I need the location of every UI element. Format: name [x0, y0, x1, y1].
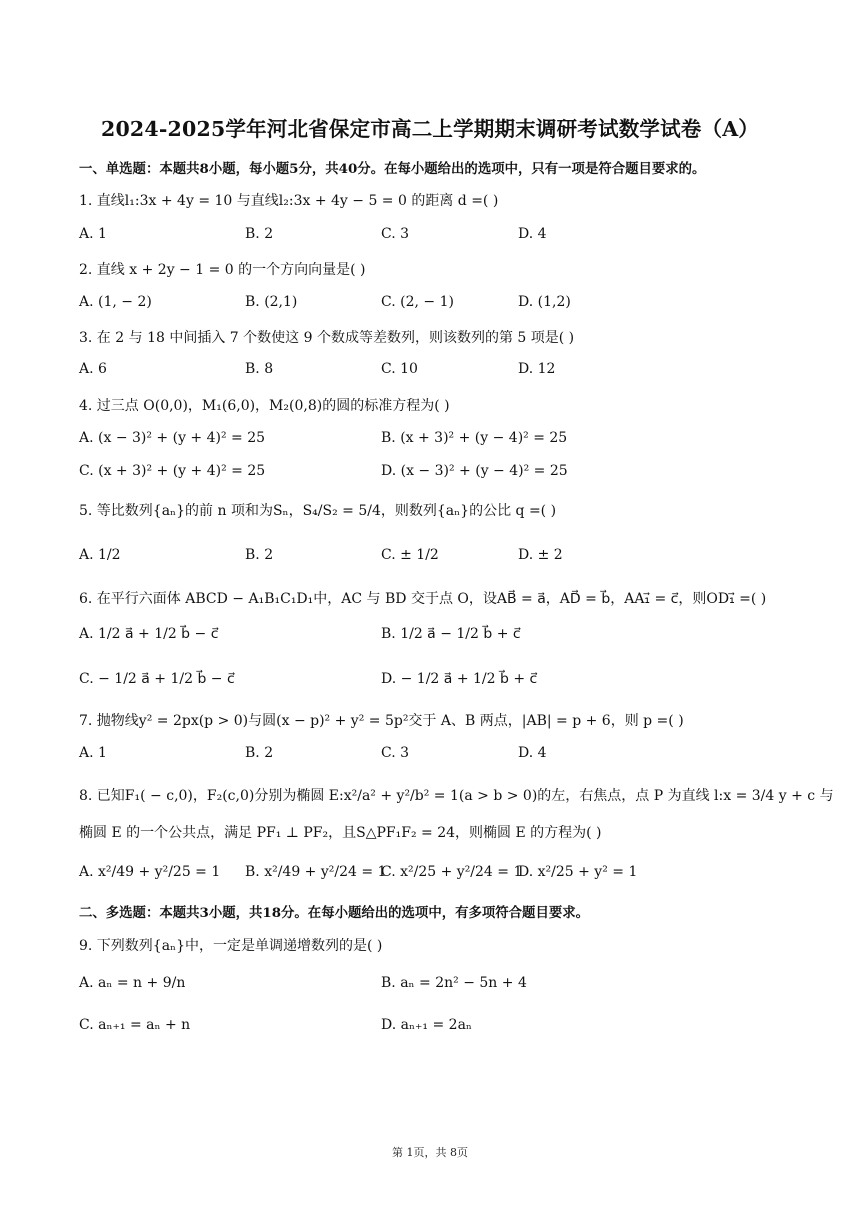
section-heading-multiple-choice: 二、多选题：本题共3小题，共18分。在每小题给出的选项中，有多项符合题目要求。: [79, 905, 590, 921]
question-4-option-c: C. (x + 3)² + (y + 4)² = 25: [79, 463, 266, 479]
question-1-option-b: B. 2: [245, 226, 274, 242]
question-8-stem-continued: 椭圆 E 的一个公共点，满足 PF₁ ⊥ PF₂，且S△PF₁F₂ = 24，则椭圆 E 的方程为( ): [79, 825, 602, 841]
question-6-option-c: C. − 1/2 a⃗ + 1/2 b⃗ − c⃗: [79, 671, 235, 687]
question-1-option-d: D. 4: [518, 226, 547, 242]
question-1-option-c: C. 3: [381, 226, 410, 242]
question-4-stem: 4. 过三点 O(0,0)，M₁(6,0)，M₂(0,8)的圆的标准方程为( ): [79, 398, 450, 414]
question-1-option-a: A. 1: [79, 226, 107, 242]
question-9-option-c: C. aₙ₊₁ = aₙ + n: [79, 1017, 191, 1033]
question-6-option-b: B. 1/2 a⃗ − 1/2 b⃗ + c⃗: [381, 626, 521, 642]
question-3-option-d: D. 12: [518, 361, 556, 377]
question-9-option-b: B. aₙ = 2n² − 5n + 4: [381, 975, 527, 991]
question-5-stem: 5. 等比数列{aₙ}的前 n 项和为Sₙ，S₄/S₂ = 5/4，则数列{aₙ}的公比 q =( ): [79, 503, 557, 519]
section-heading-single-choice: 一、单选题：本题共8小题，每小题5分，共40分。在每小题给出的选项中，只有一项是符合题目要求的。: [79, 161, 706, 177]
question-8-stem: 8. 已知F₁( − c,0)，F₂(c,0)分别为椭圆 E:x²/a² + y²/b² = 1(a > b > 0)的左，右焦点，点 P 为直线 l:x = 3/4 y + c 与: [79, 788, 834, 804]
question-8-option-b: B. x²/49 + y²/24 = 1: [245, 864, 387, 880]
question-1-stem: 1. 直线l₁:3x + 4y = 10 与直线l₂:3x + 4y − 5 = 0 的距离 d =( ): [79, 193, 499, 209]
question-7-option-a: A. 1: [79, 745, 107, 761]
question-3-option-a: A. 6: [79, 361, 107, 377]
page-title: 2024-2025学年河北省保定市高二上学期期末调研考试数学试卷（A）: [100, 117, 760, 141]
question-3-stem: 3. 在 2 与 18 中间插入 7 个数使这 9 个数成等差数列，则该数列的第 5 项是( ): [79, 330, 575, 346]
question-6-option-a: A. 1/2 a⃗ + 1/2 b⃗ − c⃗: [79, 626, 219, 642]
page-footer: 第 1页，共 8页: [392, 1146, 468, 1159]
question-2-option-a: A. (1, − 2): [79, 294, 152, 310]
question-7-stem: 7. 抛物线y² = 2px(p > 0)与圆(x − p)² + y² = 5p²交于 A、B 两点，|AB| = p + 6，则 p =( ): [79, 713, 684, 729]
question-3-option-c: C. 10: [381, 361, 418, 377]
question-9-option-a: A. aₙ = n + 9/n: [79, 975, 186, 991]
question-3-option-b: B. 8: [245, 361, 274, 377]
question-5-option-c: C. ± 1/2: [381, 547, 439, 563]
question-2-stem: 2. 直线 x + 2y − 1 = 0 的一个方向向量是( ): [79, 262, 366, 278]
question-9-stem: 9. 下列数列{aₙ}中，一定是单调递增数列的是( ): [79, 938, 383, 954]
question-5-option-a: A. 1/2: [79, 547, 121, 563]
question-5-option-b: B. 2: [245, 547, 274, 563]
question-7-option-b: B. 2: [245, 745, 274, 761]
question-2-option-b: B. (2,1): [245, 294, 298, 310]
question-7-option-d: D. 4: [518, 745, 547, 761]
question-7-option-c: C. 3: [381, 745, 410, 761]
question-4-option-a: A. (x − 3)² + (y + 4)² = 25: [79, 430, 266, 446]
question-2-option-c: C. (2, − 1): [381, 294, 454, 310]
question-6-option-d: D. − 1/2 a⃗ + 1/2 b⃗ + c⃗: [381, 671, 538, 687]
question-6-stem: 6. 在平行六面体 ABCD − A₁B₁C₁D₁中，AC 与 BD 交于点 O，设AB⃗ = a⃗，AD⃗ = b⃗，AA₁⃗ = c⃗，则OD₁⃗ =( ): [79, 591, 767, 607]
question-4-option-d: D. (x − 3)² + (y − 4)² = 25: [381, 463, 568, 479]
question-5-option-d: D. ± 2: [518, 547, 563, 563]
question-8-option-c: C. x²/25 + y²/24 = 1: [381, 864, 523, 880]
question-4-option-b: B. (x + 3)² + (y − 4)² = 25: [381, 430, 568, 446]
question-9-option-d: D. aₙ₊₁ = 2aₙ: [381, 1017, 472, 1033]
question-8-option-d: D. x²/25 + y² = 1: [518, 864, 638, 880]
question-2-option-d: D. (1,2): [518, 294, 571, 310]
question-8-option-a: A. x²/49 + y²/25 = 1: [79, 864, 221, 880]
